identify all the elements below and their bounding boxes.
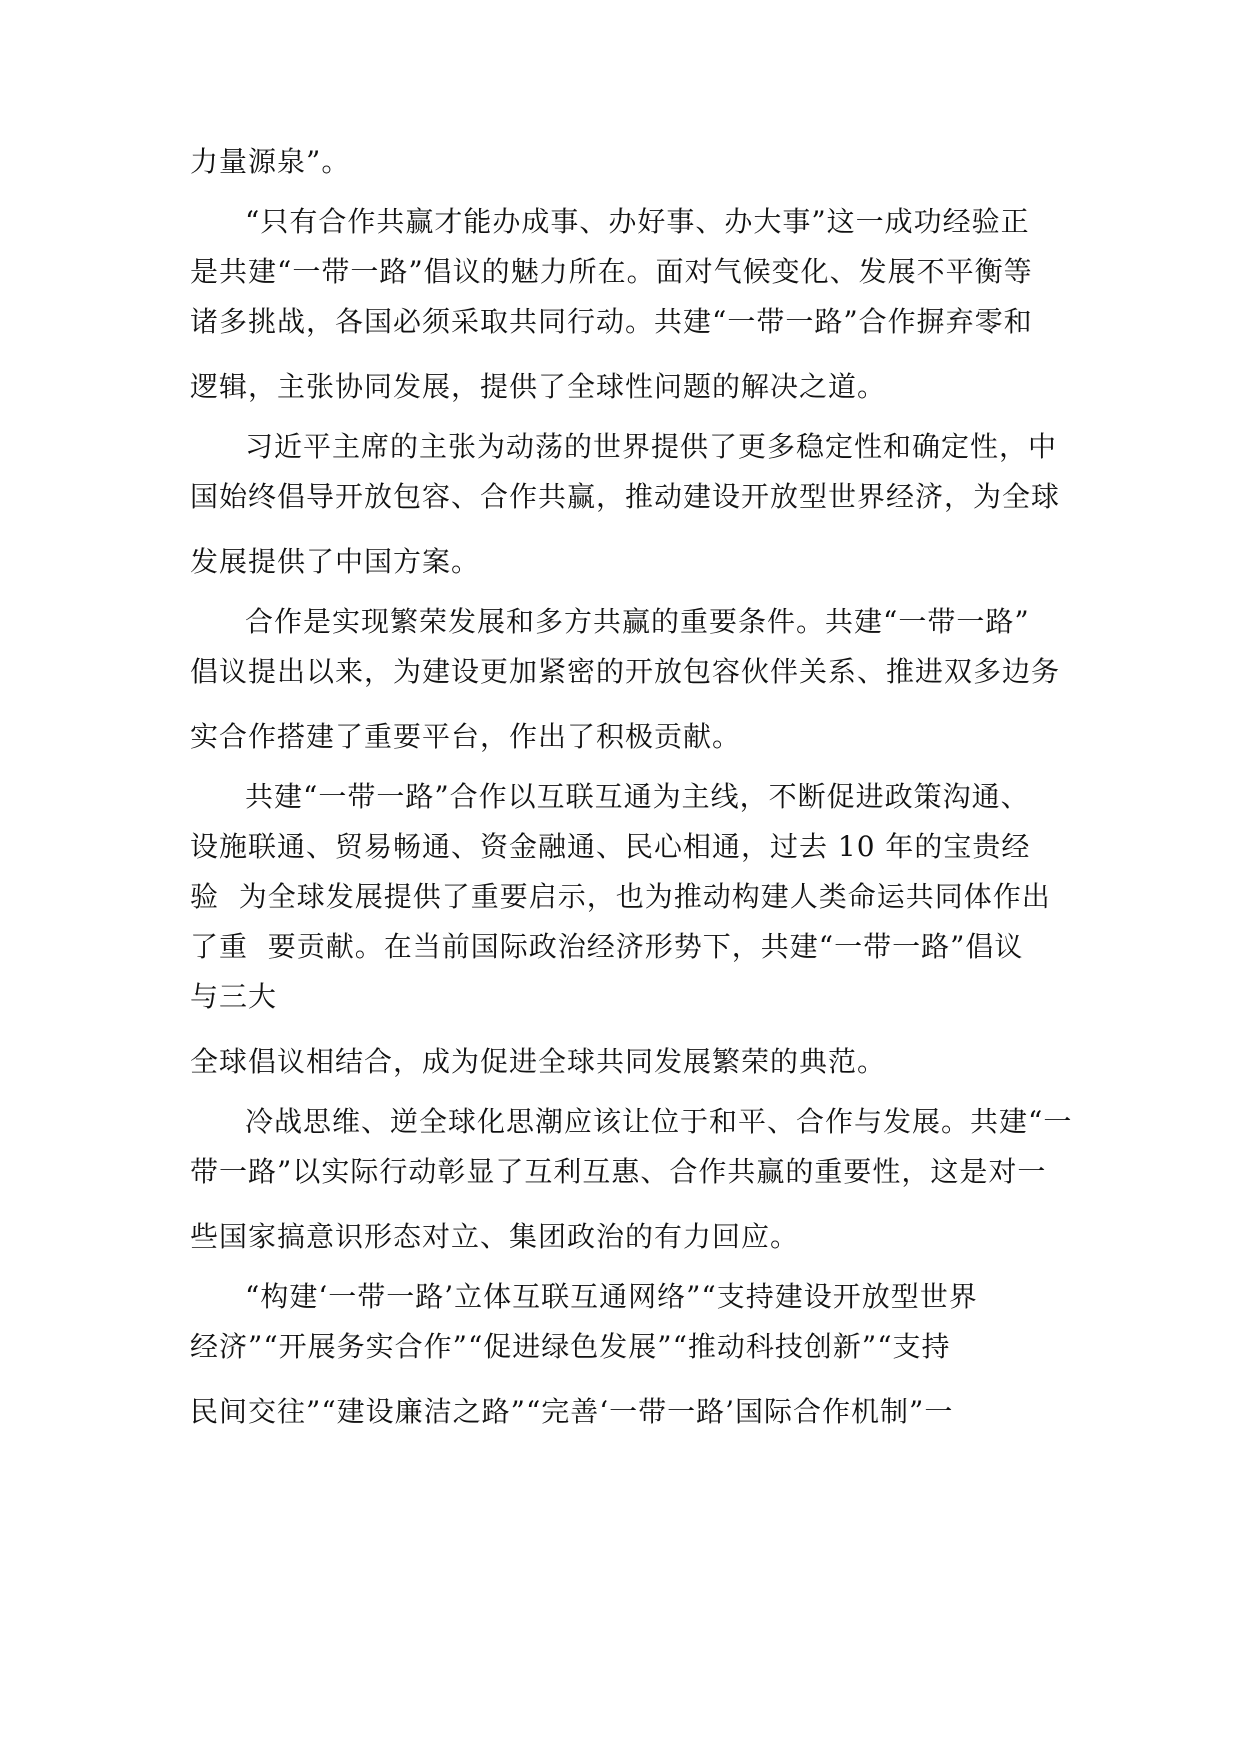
- text-line-14: 验 为全球发展提供了重要启示，也为推动构建人类命运共同体作出: [190, 880, 1051, 913]
- text-line-15: 了重 要贡献。在当前国际政治经济形势下，共建“一带一路”倡议: [190, 930, 1024, 963]
- text-line-19: 带一路”以实际行动彰显了互利互惠、合作共赢的重要性，这是对一: [190, 1155, 1047, 1188]
- text-line-7: 国始终倡导开放包容、合作共赢，推动建设开放型世界经济，为全球: [190, 480, 1061, 513]
- text-line-12: 共建“一带一路”合作以互联互通为主线，不断促进政策沟通、: [245, 780, 1030, 813]
- text-line-10: 倡议提出以来，为建设更加紧密的开放包容伙伴关系、推进双多边务: [190, 655, 1061, 688]
- text-line-22: 经济”“开展务实合作”“促进绿色发展”“推动科技创新”“支持: [190, 1330, 951, 1363]
- text-line-18: 冷战思维、逆全球化思潮应该让位于和平、合作与发展。共建“一: [245, 1105, 1073, 1138]
- text-line-16: 与三大: [190, 980, 278, 1013]
- text-line-2: “只有合作共赢才能办成事、办好事、办大事”这一成功经验正: [245, 205, 1030, 238]
- text-line-5: 逻辑，主张协同发展，提供了全球性问题的解决之道。: [190, 370, 887, 403]
- text-line-4: 诸多挑战，各国必须采取共同行动。共建“一带一路”合作摒弃零和: [190, 305, 1033, 338]
- text-line-9: 合作是实现繁荣发展和多方共赢的重要条件。共建“一带一路”: [245, 605, 1030, 638]
- text-line-11: 实合作搭建了重要平台，作出了积极贡献。: [190, 720, 742, 753]
- text-line-21: “构建‘一带一路’立体互联互通网络”“支持建设开放型世界: [245, 1280, 978, 1313]
- text-line-3: 是共建“一带一路”倡议的魅力所在。面对气候变化、发展不平衡等: [190, 255, 1033, 288]
- text-line-8: 发展提供了中国方案。: [190, 545, 481, 578]
- text-line-13: 设施联通、贸易畅通、资金融通、民心相通，过去 10 年的宝贵经: [190, 830, 1031, 863]
- text-line-17: 全球倡议相结合，成为促进全球共同发展繁荣的典范。: [190, 1045, 887, 1078]
- text-line-20: 些国家搞意识形态对立、集团政治的有力回应。: [190, 1220, 800, 1253]
- text-line-1: 力量源泉”。: [190, 145, 351, 178]
- text-line-6: 习近平主席的主张为动荡的世界提供了更多稳定性和确定性，中: [245, 430, 1058, 463]
- text-line-23: 民间交往”“建设廉洁之路”“完善‘一带一路’国际合作机制”一: [190, 1395, 954, 1428]
